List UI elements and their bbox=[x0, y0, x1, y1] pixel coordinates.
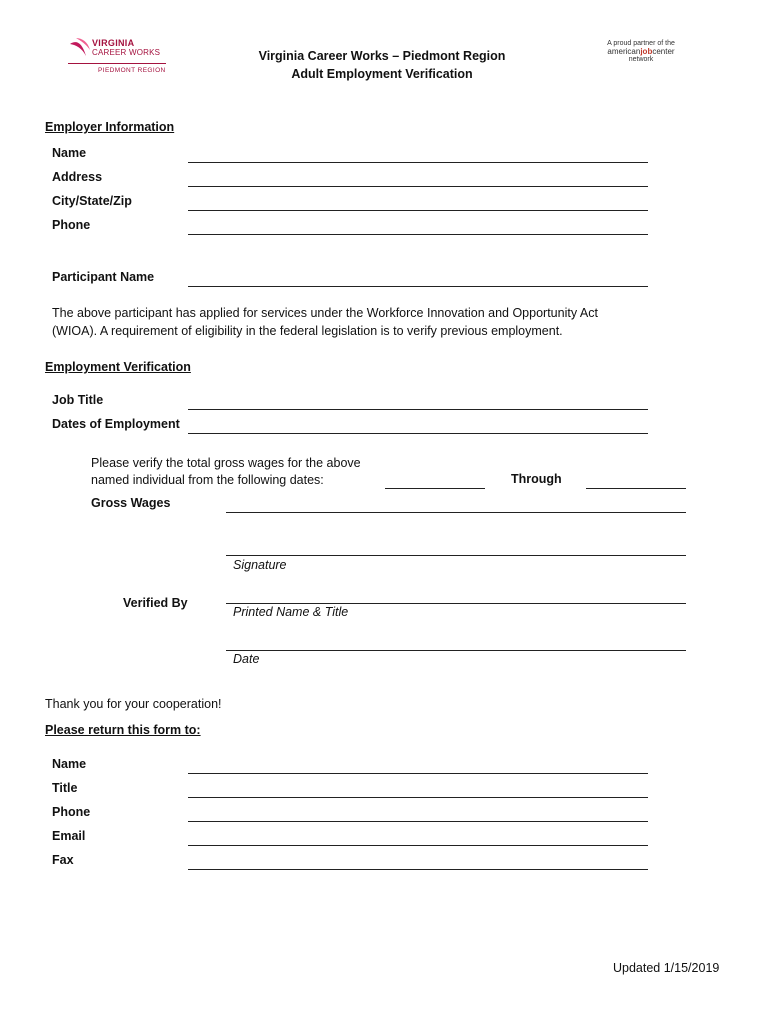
ajc-line3: network bbox=[628, 56, 654, 63]
return-phone-label: Phone bbox=[52, 805, 91, 819]
signature-caption: Signature bbox=[233, 558, 287, 572]
gross-wages-field[interactable] bbox=[226, 512, 686, 513]
participant-name-label: Participant Name bbox=[52, 270, 155, 284]
employer-phone-field[interactable] bbox=[188, 234, 648, 235]
logo-line1: VIRGINIA bbox=[92, 38, 135, 48]
return-email-label: Email bbox=[52, 829, 86, 843]
employer-information-heading: Employer Information bbox=[45, 120, 175, 134]
document-subtitle: Adult Employment Verification bbox=[291, 67, 473, 81]
date-field[interactable] bbox=[226, 650, 686, 651]
wages-through-date-field[interactable] bbox=[586, 488, 686, 489]
updated-date: Updated 1/15/2019 bbox=[613, 961, 720, 975]
return-fax-field[interactable] bbox=[188, 869, 648, 870]
ajc-line2: americanjobcenter bbox=[607, 47, 675, 56]
return-title-label: Title bbox=[52, 781, 78, 795]
wioa-paragraph-line2: (WIOA). A requirement of eligibility in the federal legislation is to verify previous employment. bbox=[52, 324, 563, 338]
verified-by-label: Verified By bbox=[123, 596, 188, 610]
return-fax-label: Fax bbox=[52, 853, 74, 867]
employer-address-label: Address bbox=[52, 170, 103, 184]
dates-of-employment-field[interactable] bbox=[188, 433, 648, 434]
virginia-career-works-logo bbox=[66, 36, 170, 80]
employment-verification-heading: Employment Verification bbox=[45, 360, 191, 374]
logo-line3: PIEDMONT REGION bbox=[98, 67, 166, 74]
return-title-field[interactable] bbox=[188, 797, 648, 798]
return-name-label: Name bbox=[52, 757, 87, 771]
employer-city-state-zip-field[interactable] bbox=[188, 210, 648, 211]
logo-rule bbox=[68, 63, 166, 64]
document-title: Virginia Career Works – Piedmont Region bbox=[258, 49, 506, 63]
employer-phone-label: Phone bbox=[52, 218, 91, 232]
dates-of-employment-label: Dates of Employment bbox=[52, 417, 180, 431]
printed-name-title-field[interactable] bbox=[226, 603, 686, 604]
participant-name-field[interactable] bbox=[188, 286, 648, 287]
logo-swoosh-icon bbox=[68, 36, 92, 60]
thank-you-text: Thank you for your cooperation! bbox=[45, 697, 222, 711]
employer-name-field[interactable] bbox=[188, 162, 648, 163]
through-label: Through bbox=[511, 472, 562, 486]
job-title-label: Job Title bbox=[52, 393, 104, 407]
employer-name-label: Name bbox=[52, 146, 87, 160]
return-form-heading: Please return this form to: bbox=[45, 723, 201, 737]
logo-line2: CAREER WORKS bbox=[92, 48, 161, 57]
date-caption: Date bbox=[233, 652, 260, 666]
wages-instructions-line2: named individual from the following dates: bbox=[91, 473, 324, 487]
signature-field[interactable] bbox=[226, 555, 686, 556]
american-job-center-logo bbox=[596, 40, 686, 63]
ajc-line1: A proud partner of the bbox=[607, 40, 675, 47]
job-title-field[interactable] bbox=[188, 409, 648, 410]
wages-instructions-line1: Please verify the total gross wages for the above bbox=[91, 456, 361, 470]
employer-city-state-zip-label: City/State/Zip bbox=[52, 194, 132, 208]
return-email-field[interactable] bbox=[188, 845, 648, 846]
wages-from-date-field[interactable] bbox=[385, 488, 485, 489]
gross-wages-label: Gross Wages bbox=[91, 496, 171, 510]
return-name-field[interactable] bbox=[188, 773, 648, 774]
employer-address-field[interactable] bbox=[188, 186, 648, 187]
return-phone-field[interactable] bbox=[188, 821, 648, 822]
printed-name-title-caption: Printed Name & Title bbox=[233, 605, 349, 619]
wioa-paragraph-line1: The above participant has applied for services under the Workforce Innovation and Opportunity Act bbox=[52, 306, 598, 320]
